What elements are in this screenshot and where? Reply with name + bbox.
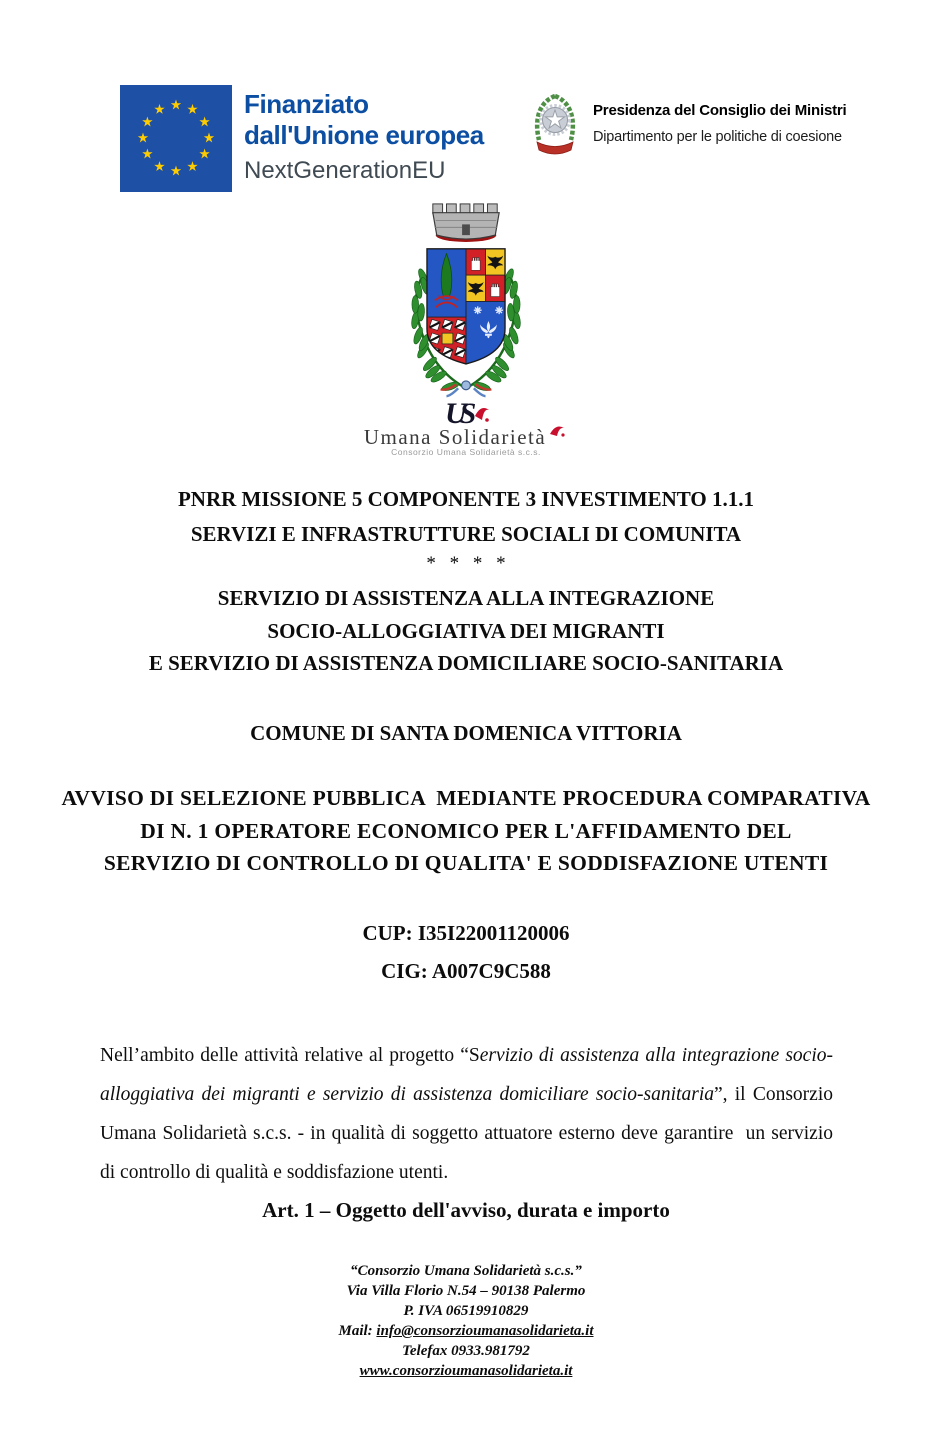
footer-mail-row (0, 1321, 932, 1341)
italy-emblem-icon (527, 90, 583, 160)
heading-comune: COMUNE DI SANTA DOMENICA VITTORIA (250, 721, 682, 745)
footer-telefax: Telefax 0933.981792 (402, 1343, 530, 1359)
org-subtext: Consorzio Umana Solidarietà s.c.s. (391, 447, 541, 457)
heading-avviso-line2: DI N. 1 OPERATORE ECONOMICO PER L'AFFIDAMENTO DEL (140, 819, 792, 843)
footer-website-link[interactable]: www.consorzioumanasolidarieta.it (359, 1363, 573, 1379)
government-logo-text (593, 90, 846, 160)
eu-funding-logo (120, 85, 484, 192)
project-title-italic: ervizio di assistenza alla integrazione socio-alloggiativa dei migranti e servizio di assistenza domiciliare socio-sanitaria (100, 1045, 833, 1105)
red-swoosh-icon (548, 423, 568, 438)
footer-piva: P. IVA 06519910829 (403, 1303, 529, 1319)
eu-funding-line1: Finanziato (244, 89, 369, 119)
comune-crest-icon (386, 200, 546, 400)
asterisk-separator: * * * * (426, 553, 506, 574)
body-outro: ”, il Consorzio Umana Solidarietà s.c.s. - in qualità di soggetto attuatore esterno deve garantire un servizio di controllo di qualità e soddisfazione utenti. (100, 1084, 838, 1183)
document-footer (0, 1261, 932, 1381)
eu-funding-text (244, 85, 484, 192)
footer-org-name: “Consorzio Umana Solidarietà s.c.s.” (350, 1263, 582, 1279)
government-logo (527, 90, 846, 160)
nextgenerationeu-label: NextGenerationEU (244, 157, 446, 184)
footer-mail-label: Mail: (338, 1323, 377, 1339)
eu-funding-line2: dall'Unione europea (244, 120, 484, 150)
org-name-row (0, 423, 932, 450)
heading-service-line2: SOCIO-ALLOGGIATIVA DEI MIGRANTI (267, 619, 665, 643)
comune-crest (0, 200, 932, 405)
heading-avviso-line1: AVVISO DI SELEZIONE PUBBLICA MEDIANTE PROCEDURA COMPARATIVA (61, 786, 871, 810)
heading-avviso-line3: SERVIZIO DI CONTROLLO DI QUALITA' E SODDISFAZIONE UTENTI (103, 851, 829, 875)
article1-heading: Art. 1 – Oggetto dell'avviso, durata e importo (262, 1198, 670, 1222)
eu-flag-icon (120, 85, 232, 192)
cup-code: CUP: I35I22001120006 (362, 921, 570, 945)
presidenza-title: Presidenza del Consiglio dei Ministri (593, 102, 847, 119)
cig-code: CIG: A007C9C588 (381, 959, 551, 983)
heading-pnrr-line1: PNRR MISSIONE 5 COMPONENTE 3 INVESTIMENTO 1.1.1 (177, 487, 754, 511)
body-paragraph (100, 1036, 838, 1192)
footer-address: Via Villa Florio N.54 – 90138 Palermo (346, 1283, 586, 1299)
heading-pnrr-line2: SERVIZI E INFRASTRUTTURE SOCIALI DI COMUNITA (190, 522, 742, 546)
body-intro: Nell’ambito delle attività relative al progetto “S (100, 1045, 480, 1066)
monogram-letters: US (445, 397, 470, 430)
heading-service-line1: SERVIZIO DI ASSISTENZA ALLA INTEGRAZIONE (217, 586, 715, 610)
heading-service-line3: E SERVIZIO DI ASSISTENZA DOMICILIARE SOCIO-SANITARIA (148, 651, 784, 675)
org-name-label: Umana Solidarietà (363, 425, 547, 449)
footer-mail-link[interactable]: info@consorzioumanasolidarieta.it (376, 1323, 594, 1339)
dipartimento-subtitle: Dipartimento per le politiche di coesione (593, 129, 842, 145)
